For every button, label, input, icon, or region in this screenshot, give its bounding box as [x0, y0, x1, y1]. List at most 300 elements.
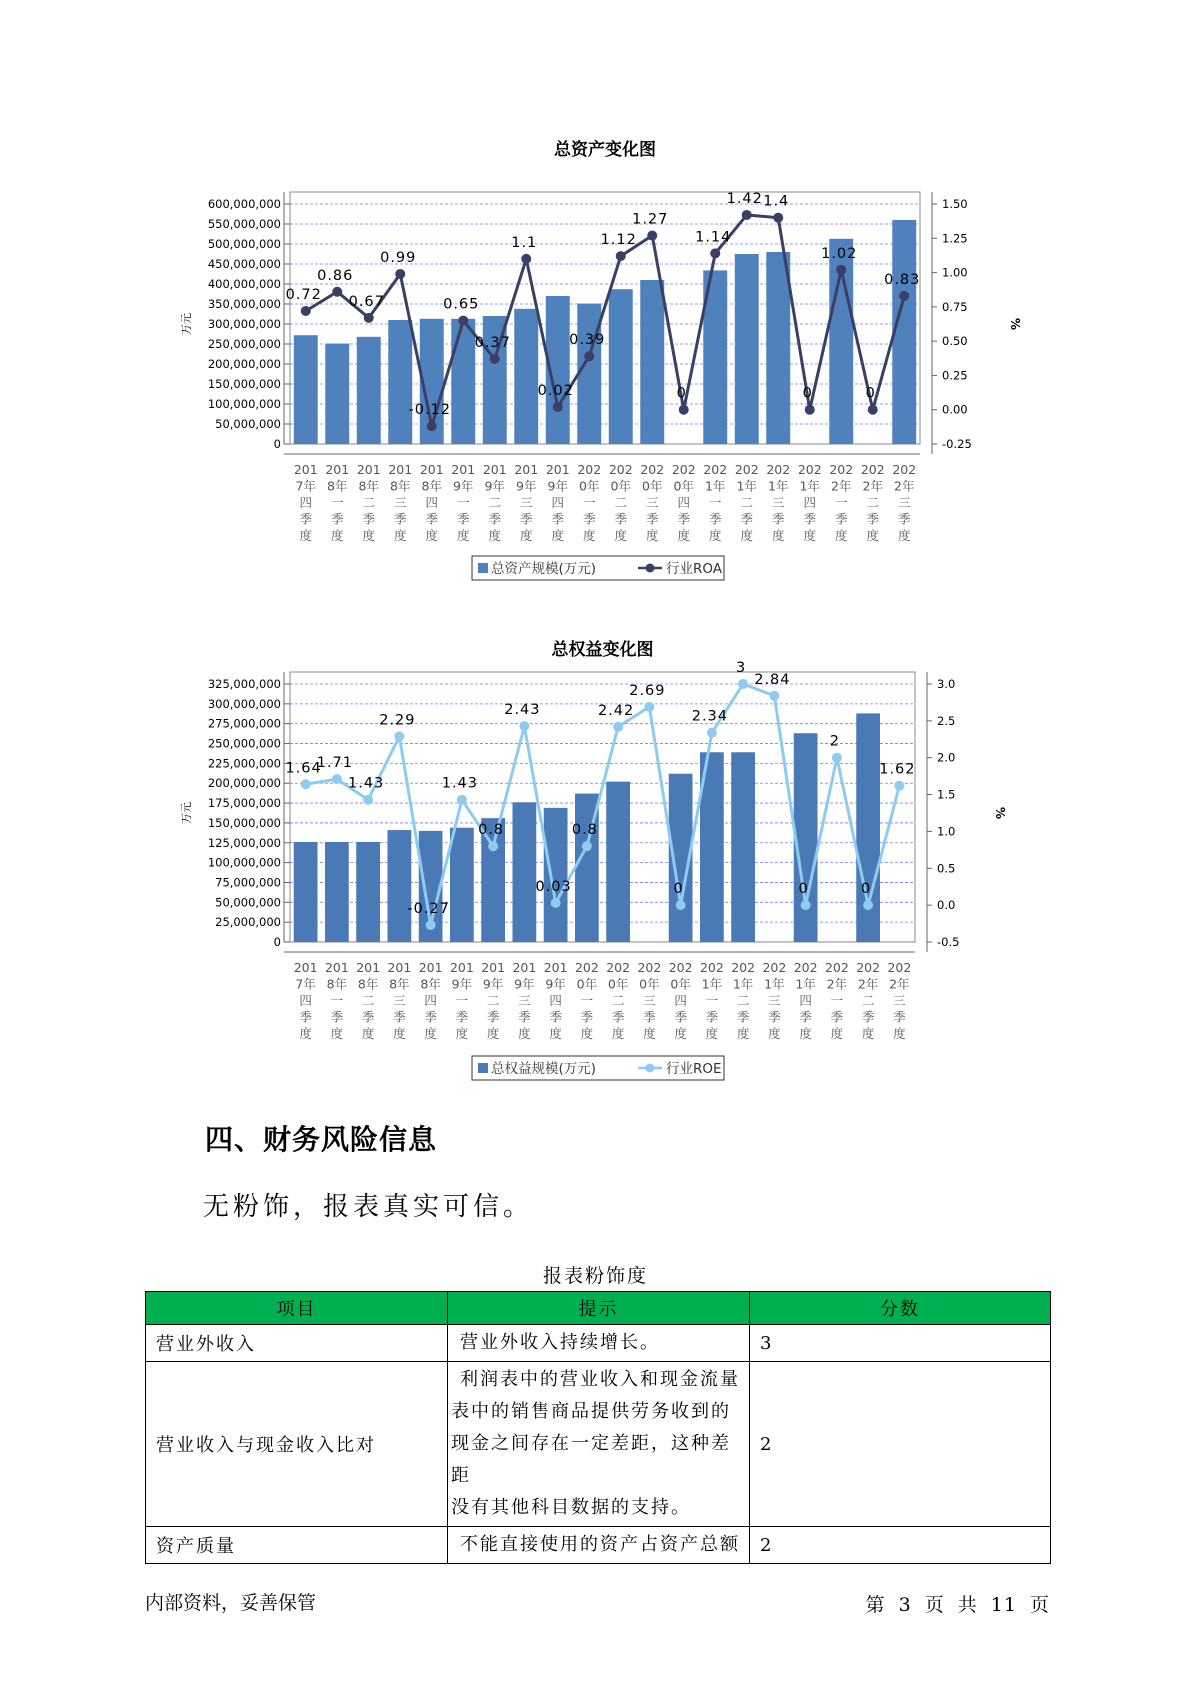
- category-label: 二: [861, 993, 875, 1008]
- category-label: 四: [674, 993, 687, 1008]
- left-tick-label: 50,000,000: [215, 895, 281, 910]
- left-tick-label: 450,000,000: [207, 257, 281, 271]
- line-point: [488, 841, 498, 851]
- line-point: [616, 251, 626, 261]
- category-label: 202: [668, 960, 693, 975]
- section-heading: 四、财务风险信息: [205, 1123, 438, 1156]
- category-label: 季: [486, 1009, 500, 1025]
- bar: [357, 337, 381, 444]
- data-label: 1.1: [511, 234, 538, 251]
- left-tick-label: 550,000,000: [207, 217, 281, 231]
- category-label: 度: [580, 1026, 594, 1041]
- right-tick-label: 0.25: [942, 368, 968, 383]
- category-label: 季: [611, 1009, 625, 1025]
- category-label: 三: [768, 993, 781, 1008]
- category-label: 0年: [670, 976, 691, 992]
- risk-summary-text: 无粉饰，报表真实可信。: [203, 1192, 534, 1222]
- line-point: [363, 795, 373, 805]
- bar: [325, 842, 349, 942]
- data-label: 1.4: [763, 193, 790, 210]
- bar: [451, 319, 475, 444]
- category-label: 8年: [389, 976, 410, 992]
- line-point: [805, 405, 815, 415]
- category-label: 201: [514, 462, 539, 477]
- right-tick-label: 0.50: [942, 334, 968, 349]
- category-label: 202: [699, 960, 724, 975]
- right-tick-label: 1.5: [937, 787, 956, 802]
- data-label: 2.69: [629, 682, 666, 699]
- category-label: 度: [519, 528, 533, 543]
- category-label: 0年: [642, 478, 663, 494]
- line-point: [644, 702, 654, 712]
- category-label: 度: [708, 528, 722, 543]
- category-label: 0年: [610, 478, 631, 494]
- category-label: 度: [834, 528, 848, 543]
- data-label: 0.67: [348, 293, 385, 310]
- left-tick-label: 325,000,000: [207, 677, 281, 691]
- category-label: 8年: [326, 976, 348, 992]
- category-label: 202: [797, 462, 822, 477]
- category-label: 度: [361, 1026, 375, 1041]
- row-tip: [448, 1362, 750, 1527]
- bar: [731, 752, 755, 942]
- line-point: [582, 841, 592, 851]
- line-point: [364, 313, 374, 323]
- category-label: 202: [608, 462, 633, 477]
- left-tick-label: 50,000,000: [215, 417, 281, 431]
- data-label: 2.34: [691, 708, 729, 725]
- category-label: 三: [643, 993, 656, 1008]
- category-label: 202: [762, 960, 787, 975]
- category-label: 度: [736, 1026, 750, 1041]
- y2-axis-label: %: [993, 806, 1007, 820]
- category-label: 季: [674, 1009, 687, 1025]
- bar: [388, 830, 412, 942]
- legend-line-marker: [646, 1064, 655, 1073]
- data-label: 1.02: [821, 245, 858, 262]
- data-label: 1.43: [347, 775, 385, 792]
- tip-line: 没有其他科目数据的支持。: [451, 1497, 691, 1518]
- header-item: 项目: [146, 1292, 448, 1325]
- table-row: [146, 1527, 1051, 1564]
- bar: [544, 808, 568, 942]
- tip-line: 利润表中的营业收入和现金流量: [460, 1369, 740, 1390]
- category-label: 季: [549, 1009, 562, 1025]
- category-label: 二: [361, 993, 375, 1008]
- category-label: 201: [387, 960, 412, 975]
- category-label: 四: [299, 495, 313, 510]
- data-label: 2.84: [754, 671, 791, 688]
- category-label: 202: [731, 960, 756, 975]
- line-point: [458, 316, 468, 326]
- data-label: 0.83: [884, 271, 921, 288]
- data-label: 2.29: [379, 712, 416, 729]
- category-label: 二: [362, 495, 376, 510]
- category-label: 2年: [831, 478, 852, 494]
- legend-bar-label: 总资产规模(万元): [491, 561, 597, 577]
- category-label: 一: [580, 993, 594, 1008]
- right-tick-label: 2.0: [937, 750, 956, 765]
- data-label: 0: [673, 881, 684, 898]
- total-assets-chart: [0, 130, 1191, 590]
- category-label: 201: [324, 960, 349, 975]
- right-tick-label: 0.0: [937, 898, 956, 913]
- category-label: 9年: [547, 478, 568, 494]
- category-label: 201: [481, 960, 506, 975]
- category-label: 202: [671, 462, 696, 477]
- right-tick-label: 2.5: [937, 713, 956, 728]
- tip-line: 表中的销售商品提供劳务收到的: [451, 1401, 731, 1422]
- category-label: 201: [451, 462, 476, 477]
- category-label: 8年: [420, 976, 441, 992]
- row-score: 3: [750, 1325, 1051, 1362]
- chart-title: 总资产变化图: [554, 140, 656, 160]
- category-label: 201: [325, 462, 350, 477]
- category-label: 2年: [826, 976, 848, 992]
- category-label: 201: [293, 462, 318, 477]
- legend-bar-swatch: [478, 563, 488, 573]
- category-label: 7年: [295, 478, 316, 494]
- left-tick-label: 125,000,000: [207, 835, 281, 850]
- line-point: [742, 210, 752, 220]
- row-item: 资产质量: [146, 1527, 448, 1564]
- bar: [892, 220, 916, 444]
- category-label: 0年: [576, 976, 598, 992]
- category-label: 季: [519, 511, 533, 527]
- line-point: [894, 781, 904, 791]
- category-label: 9年: [545, 976, 566, 992]
- data-label: 0.39: [569, 332, 606, 349]
- category-label: 四: [677, 495, 691, 510]
- category-label: 季: [740, 511, 754, 527]
- bar: [766, 252, 790, 444]
- left-tick-label: 350,000,000: [207, 297, 281, 311]
- line-point: [832, 753, 842, 763]
- row-tip: [448, 1527, 750, 1564]
- y-axis-label: 万元: [180, 313, 193, 335]
- bar: [294, 842, 318, 942]
- category-label: 1年: [795, 976, 816, 992]
- category-label: 9年: [514, 976, 535, 992]
- line-point: [773, 213, 783, 223]
- category-label: 季: [866, 511, 880, 527]
- category-label: 季: [330, 1009, 344, 1025]
- category-label: 季: [771, 511, 785, 527]
- table-row: [146, 1325, 1051, 1362]
- line-point: [836, 265, 846, 275]
- category-label: 季: [582, 511, 596, 527]
- bar: [388, 320, 412, 444]
- legend-bar-label: 总权益规模(万元): [491, 1061, 597, 1077]
- category-label: 季: [425, 511, 439, 527]
- bar: [294, 335, 318, 444]
- category-label: 8年: [357, 976, 379, 992]
- bar: [514, 309, 538, 444]
- category-label: 季: [893, 1009, 906, 1025]
- row-tip: [448, 1325, 750, 1362]
- category-label: 季: [455, 1009, 469, 1025]
- category-label: 季: [736, 1009, 750, 1025]
- line-point: [738, 679, 748, 689]
- category-label: 9年: [516, 478, 537, 494]
- category-label: 2年: [894, 478, 915, 494]
- category-label: 二: [740, 495, 754, 510]
- category-label: 季: [456, 511, 470, 527]
- data-label: 0: [798, 881, 809, 898]
- category-label: 1年: [799, 478, 820, 494]
- category-label: 度: [897, 528, 911, 543]
- bar: [606, 782, 630, 942]
- category-label: 季: [393, 1009, 406, 1025]
- data-label: 0.86: [317, 267, 354, 284]
- left-tick-label: 275,000,000: [207, 716, 281, 731]
- data-label: 1.71: [316, 755, 354, 772]
- left-tick-label: 200,000,000: [207, 357, 281, 371]
- line-point: [584, 351, 594, 361]
- data-label: 0.99: [380, 249, 417, 266]
- line-point: [519, 721, 529, 731]
- category-label: 季: [768, 1009, 781, 1025]
- row-score: 2: [750, 1362, 1051, 1527]
- category-label: 三: [893, 993, 906, 1008]
- table-caption: 报表粉饰度: [542, 1265, 648, 1287]
- category-label: 季: [861, 1009, 875, 1025]
- category-label: 202: [606, 960, 631, 975]
- category-label: 度: [799, 1026, 812, 1041]
- line-point: [551, 898, 561, 908]
- total-equity-chart: [0, 630, 1191, 1095]
- data-label: 0.02: [537, 382, 574, 399]
- bar: [325, 344, 349, 444]
- line-point: [710, 248, 720, 258]
- category-label: 季: [299, 1009, 312, 1025]
- category-label: 202: [856, 960, 881, 975]
- category-label: 度: [486, 1026, 500, 1041]
- left-tick-label: 75,000,000: [215, 875, 281, 890]
- left-tick-label: 400,000,000: [207, 277, 281, 291]
- left-tick-label: 300,000,000: [207, 317, 281, 331]
- legend-line-label: 行业ROA: [666, 561, 723, 577]
- line-point: [394, 731, 404, 741]
- data-label: 0.65: [443, 296, 480, 313]
- category-label: 季: [362, 511, 376, 527]
- category-label: 二: [866, 495, 880, 510]
- left-tick-label: 25,000,000: [215, 915, 281, 930]
- category-label: 202: [829, 462, 854, 477]
- header-tip: 提示: [448, 1292, 750, 1325]
- data-label: 1.42: [726, 190, 763, 207]
- category-label: 三: [519, 495, 533, 510]
- category-label: 度: [611, 1026, 625, 1041]
- data-label: 0: [861, 881, 872, 898]
- category-label: 四: [424, 993, 437, 1008]
- data-label: 0.72: [285, 286, 322, 303]
- line-point: [679, 405, 689, 415]
- category-label: 1年: [701, 976, 723, 992]
- category-label: 0年: [673, 478, 694, 494]
- category-label: 一: [582, 495, 596, 510]
- right-tick-label: 3.0: [937, 677, 956, 691]
- line-point: [769, 691, 779, 701]
- category-label: 季: [677, 511, 691, 527]
- category-label: 202: [637, 960, 662, 975]
- data-label: 2.42: [597, 702, 635, 719]
- category-label: 一: [830, 993, 844, 1008]
- bar: [794, 733, 818, 942]
- tip-line: 营业外收入持续增长。: [460, 1332, 660, 1353]
- left-tick-label: 300,000,000: [207, 696, 281, 711]
- category-label: 度: [643, 1026, 656, 1041]
- category-label: 度: [424, 1026, 437, 1041]
- category-label: 202: [793, 960, 818, 975]
- line-point: [868, 405, 878, 415]
- category-label: 三: [771, 495, 785, 510]
- legend: [472, 1056, 724, 1080]
- category-label: 三: [393, 993, 406, 1008]
- line-point: [301, 779, 311, 789]
- category-label: 0年: [607, 976, 629, 992]
- category-label: 202: [703, 462, 728, 477]
- table-row: [146, 1362, 1051, 1527]
- category-label: 201: [356, 960, 381, 975]
- category-label: 度: [362, 528, 376, 543]
- category-label: 度: [455, 1026, 469, 1041]
- right-tick-label: 0.00: [942, 402, 968, 417]
- y2-axis-label: %: [1008, 317, 1022, 331]
- right-tick-label: 1.0: [937, 824, 956, 839]
- category-label: 度: [803, 528, 817, 543]
- right-tick-label: 1.25: [942, 231, 968, 246]
- category-label: 季: [830, 1009, 844, 1025]
- category-label: 一: [330, 993, 344, 1008]
- data-label: -0.27: [407, 901, 450, 918]
- bar: [640, 280, 664, 444]
- category-label: 2年: [862, 478, 883, 494]
- category-label: 一: [455, 993, 469, 1008]
- data-label: 1.12: [600, 232, 637, 249]
- category-label: 8年: [327, 478, 348, 494]
- category-label: 季: [330, 511, 344, 527]
- category-label: 度: [645, 528, 659, 543]
- left-tick-label: 200,000,000: [207, 776, 281, 791]
- category-label: 二: [614, 495, 628, 510]
- plot-frame: [290, 192, 920, 444]
- category-label: 201: [449, 960, 474, 975]
- data-label: -0.12: [408, 402, 452, 419]
- footer-page-number: 第 3 页 共 11 页: [865, 1594, 1050, 1616]
- category-label: 二: [488, 495, 502, 510]
- category-label: 度: [893, 1026, 906, 1041]
- category-label: 202: [892, 462, 917, 477]
- category-label: 202: [574, 960, 599, 975]
- category-label: 四: [551, 495, 565, 510]
- category-label: 季: [645, 511, 659, 527]
- category-label: 201: [356, 462, 381, 477]
- left-tick-label: 175,000,000: [207, 796, 281, 811]
- category-label: 度: [705, 1026, 719, 1041]
- category-label: 四: [803, 495, 817, 510]
- data-label: 0.03: [535, 878, 572, 895]
- left-tick-label: 250,000,000: [207, 337, 281, 351]
- category-label: 度: [299, 1026, 312, 1041]
- data-label: 0: [676, 385, 687, 402]
- category-label: 度: [551, 528, 565, 543]
- category-label: 度: [330, 528, 344, 543]
- category-label: 四: [425, 495, 439, 510]
- category-label: 1年: [736, 478, 757, 494]
- category-label: 度: [518, 1026, 531, 1041]
- category-label: 度: [768, 1026, 781, 1041]
- category-label: 8年: [421, 478, 442, 494]
- category-label: 一: [705, 993, 719, 1008]
- category-label: 度: [393, 528, 407, 543]
- category-label: 一: [834, 495, 848, 510]
- line-point: [395, 269, 405, 279]
- category-label: 季: [424, 1009, 437, 1025]
- left-tick-label: 0: [273, 437, 281, 451]
- category-label: 1年: [768, 478, 789, 494]
- category-label: 度: [866, 528, 880, 543]
- category-label: 201: [482, 462, 507, 477]
- category-label: 季: [361, 1009, 375, 1025]
- category-label: 201: [545, 462, 570, 477]
- category-label: 度: [674, 1026, 687, 1041]
- category-label: 季: [834, 511, 848, 527]
- legend-bar-swatch: [478, 1063, 488, 1073]
- category-label: 0年: [579, 478, 600, 494]
- line-point: [647, 231, 657, 241]
- line-point: [457, 795, 467, 805]
- line-point: [707, 728, 717, 738]
- left-tick-label: 100,000,000: [207, 855, 281, 870]
- category-label: 四: [299, 993, 312, 1008]
- table-header-row: [146, 1292, 1051, 1325]
- category-label: 季: [580, 1009, 594, 1025]
- row-item: 营业收入与现金收入比对: [146, 1362, 448, 1527]
- line-point: [801, 900, 811, 910]
- category-label: 季: [897, 511, 911, 527]
- left-tick-label: 150,000,000: [207, 815, 281, 830]
- category-label: 1年: [705, 478, 726, 494]
- category-label: 0年: [639, 976, 660, 992]
- category-label: 三: [393, 495, 407, 510]
- legend: [472, 556, 724, 580]
- category-label: 202: [824, 960, 849, 975]
- row-item: 营业外收入: [146, 1325, 448, 1362]
- data-label: 1.64: [285, 760, 322, 777]
- category-label: 1年: [764, 976, 785, 992]
- category-label: 季: [705, 1009, 719, 1025]
- line-point: [427, 421, 437, 431]
- category-label: 季: [488, 511, 502, 527]
- category-label: 季: [643, 1009, 656, 1025]
- category-label: 202: [766, 462, 791, 477]
- category-label: 201: [293, 960, 318, 975]
- left-tick-label: 100,000,000: [207, 397, 281, 411]
- bar: [609, 289, 633, 444]
- category-label: 2年: [889, 976, 910, 992]
- line-point: [521, 254, 531, 264]
- category-label: 度: [740, 528, 754, 543]
- category-label: 8年: [358, 478, 379, 494]
- category-label: 202: [734, 462, 759, 477]
- category-label: 四: [549, 993, 562, 1008]
- data-label: 0: [865, 385, 876, 402]
- category-label: 度: [549, 1026, 562, 1041]
- category-label: 202: [640, 462, 665, 477]
- category-label: 度: [425, 528, 439, 543]
- category-label: 2年: [857, 976, 879, 992]
